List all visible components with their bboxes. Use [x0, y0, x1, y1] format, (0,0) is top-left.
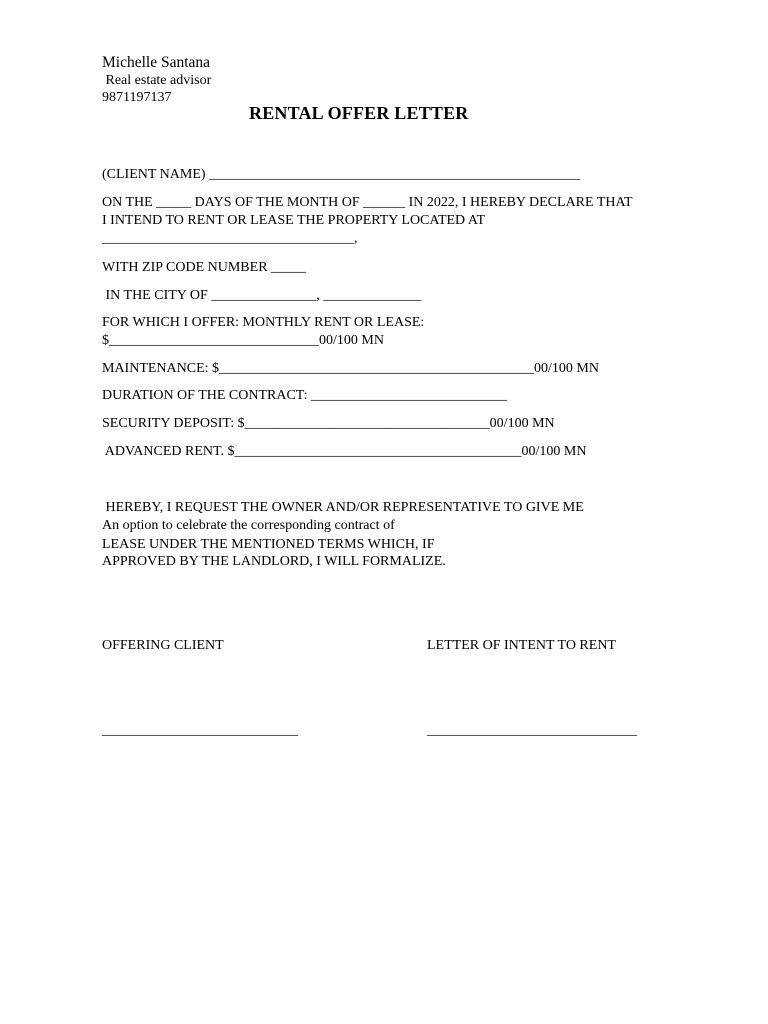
- offer-line-1: FOR WHICH I OFFER: MONTHLY RENT OR LEASE:: [102, 315, 425, 330]
- letter-of-intent-label: LETTER OF INTENT TO RENT: [427, 638, 616, 653]
- duration-field: DURATION OF THE CONTRACT: ____________________________: [102, 388, 508, 403]
- letter-of-intent-signature-line: ______________________________: [427, 723, 637, 738]
- declaration-line-1: ON THE _____ DAYS OF THE MONTH OF ______ IN 2022, I HEREBY DECLARE THAT: [102, 195, 633, 210]
- city-field: IN THE CITY OF _______________, ______________: [102, 288, 422, 303]
- request-line-2: An option to celebrate the corresponding contract of: [102, 518, 395, 533]
- declaration-line-3: ____________________________________,: [102, 231, 358, 246]
- offer-amount-field: $______________________________00/100 MN: [102, 333, 384, 348]
- advisor-role: Real estate advisor: [102, 73, 212, 88]
- maintenance-field: MAINTENANCE: $_____________________________________________00/100 MN: [102, 361, 599, 376]
- offering-client-signature-line: ____________________________: [102, 723, 298, 738]
- request-line-3: LEASE UNDER THE MENTIONED TERMS WHICH, IF: [102, 537, 435, 552]
- advisor-phone: 9871197137: [102, 90, 172, 105]
- advanced-rent-field: ADVANCED RENT. $_________________________________________00/100 MN: [102, 444, 587, 459]
- security-deposit-field: SECURITY DEPOSIT: $___________________________________00/100 MN: [102, 416, 555, 431]
- advisor-name: Michelle Santana: [102, 54, 211, 71]
- document-title: RENTAL OFFER LETTER: [249, 103, 469, 123]
- request-line-4: APPROVED BY THE LANDLORD, I WILL FORMALIZE.: [102, 554, 446, 569]
- offering-client-label: OFFERING CLIENT: [102, 638, 224, 653]
- declaration-line-2: I INTEND TO RENT OR LEASE THE PROPERTY LOCATED AT: [102, 213, 485, 228]
- client-name-field: (CLIENT NAME) _____________________________________________________: [102, 167, 581, 182]
- request-line-1: HEREBY, I REQUEST THE OWNER AND/OR REPRESENTATIVE TO GIVE ME: [102, 500, 584, 515]
- zip-code-field: WITH ZIP CODE NUMBER _____: [102, 260, 307, 275]
